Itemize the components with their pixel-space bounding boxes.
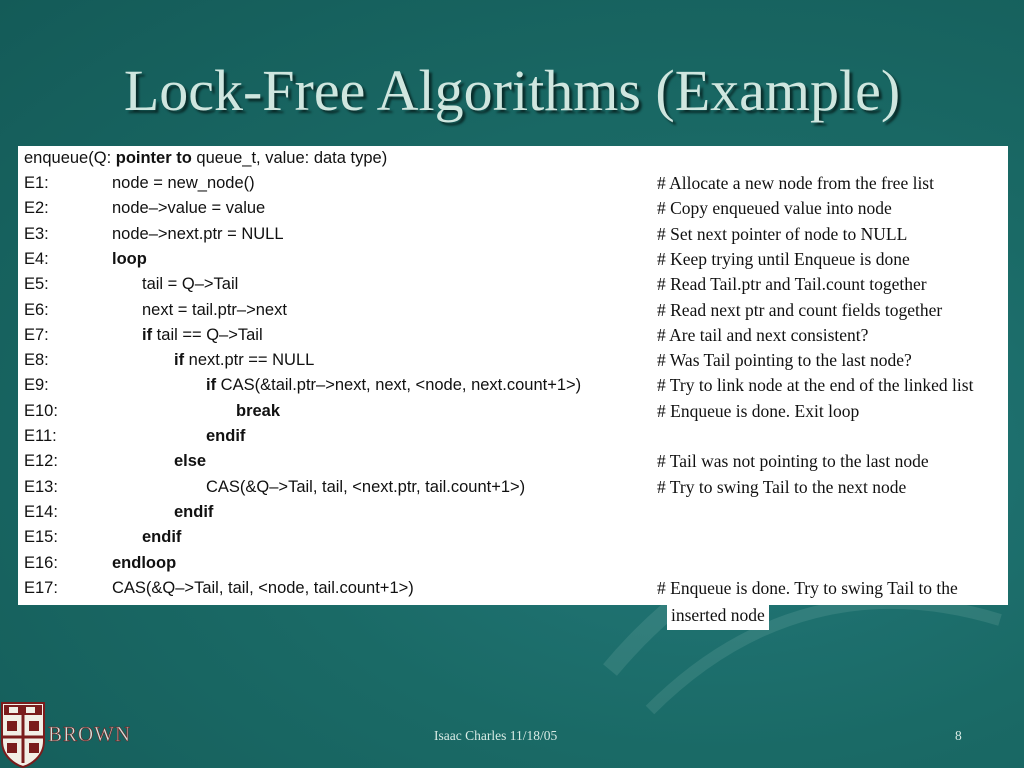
statement (206, 424, 245, 449)
code-line (24, 196, 1008, 221)
code-line (24, 348, 1008, 373)
keyword: if (174, 351, 185, 370)
statement-text: CAS(&tail.ptr–>next, next, <node, next.count+1>) (216, 376, 582, 395)
statement-text: tail = Q–>Tail (142, 275, 239, 294)
code-comment: # Was Tail pointing to the last node? (657, 350, 912, 371)
signature-params: queue_t, value: data type) (191, 149, 388, 167)
statement (142, 272, 238, 297)
code-line (24, 576, 1008, 601)
line-label: E7: (24, 325, 49, 344)
code-line (24, 247, 1008, 272)
statement (142, 525, 181, 550)
line-label: E10: (24, 401, 58, 420)
footer-author-date: Isaac Charles 11/18/05 (434, 728, 558, 743)
code-line (24, 298, 1008, 323)
code-comment: # Are tail and next consistent? (657, 324, 869, 345)
line-label: E11: (24, 427, 57, 445)
line-label: E8: (24, 351, 49, 370)
code-listing-panel (18, 146, 1008, 605)
comment-continuation: inserted node (667, 603, 769, 630)
keyword: if (206, 376, 217, 395)
statement-text: tail == Q–>Tail (152, 325, 263, 344)
line-label: E3: (24, 224, 49, 243)
statement (112, 247, 147, 272)
line-label: E16: (24, 553, 58, 572)
code-comment: # Try to link node at the end of the linked list (657, 375, 974, 396)
code-comment: # Enqueue is done. Exit loop (657, 400, 860, 421)
statement (112, 171, 255, 196)
keyword: if (142, 325, 153, 344)
code-comment: # Set next pointer of node to NULL (657, 223, 908, 244)
code-comment: # Keep trying until Enqueue is done (657, 248, 910, 269)
statement (112, 576, 414, 601)
statement (142, 323, 263, 348)
signature-prefix: enqueue(Q: (24, 149, 116, 167)
statement-text: node–>value = value (112, 199, 266, 218)
keyword: endif (142, 528, 182, 547)
code-line (24, 373, 1008, 398)
slide-number: 8 (955, 728, 962, 743)
code-line (24, 449, 1008, 474)
line-label: E4: (24, 249, 49, 268)
line-label: E5: (24, 275, 49, 294)
code-line (24, 500, 1008, 525)
code-comment: # Read next ptr and count fields together (657, 299, 943, 320)
code-comment: # Allocate a new node from the free list (657, 173, 934, 193)
code-line (24, 323, 1008, 348)
line-label: E12: (24, 452, 58, 471)
line-label: E15: (24, 528, 58, 547)
keyword: break (236, 401, 281, 420)
signature-keyword: pointer to (115, 149, 192, 167)
statement-text: node–>next.ptr = NULL (112, 224, 284, 243)
code-line (24, 171, 1008, 196)
keyword: loop (112, 249, 147, 268)
statement-text: next = tail.ptr–>next (142, 300, 287, 319)
statement (174, 449, 206, 474)
line-label: E9: (24, 376, 49, 395)
statement-text: next.ptr == NULL (184, 351, 315, 370)
statement (206, 475, 525, 500)
code-line (24, 551, 1008, 576)
statement-text: CAS(&Q–>Tail, tail, <next.ptr, tail.count+1>) (206, 477, 526, 496)
keyword: endif (206, 427, 246, 445)
statement (206, 373, 581, 398)
code-comment: # Tail was not pointing to the last node (657, 451, 929, 472)
line-label: E17: (24, 578, 58, 597)
code-comment: # Copy enqueued value into node (657, 198, 892, 219)
statement (112, 222, 284, 247)
statement-text: CAS(&Q–>Tail, tail, <node, tail.count+1>) (112, 578, 414, 597)
code-line (24, 222, 1008, 247)
statement (112, 551, 176, 576)
code-line (24, 424, 1008, 449)
code-comment: # Enqueue is done. Try to swing Tail to the (657, 577, 958, 598)
code-line (24, 475, 1008, 500)
slide-title: Lock-Free Algorithms (Example) (123, 58, 901, 123)
statement (236, 399, 280, 424)
line-label: E13: (24, 477, 58, 496)
brand-wordmark: BROWN (48, 722, 132, 746)
line-label: E1: (24, 174, 49, 192)
statement-text: node = new_node() (112, 174, 255, 192)
keyword: endif (174, 502, 214, 521)
statement (142, 298, 287, 323)
keyword: endloop (112, 553, 177, 572)
code-line (24, 525, 1008, 550)
keyword: else (174, 452, 207, 471)
statement (174, 500, 213, 525)
line-label: E14: (24, 502, 58, 521)
line-label: E6: (24, 300, 49, 319)
code-comment: # Try to swing Tail to the next node (657, 476, 907, 497)
line-label: E2: (24, 199, 49, 218)
code-line (24, 399, 1008, 424)
code-comment: # Read Tail.ptr and Tail.count together (657, 274, 927, 295)
statement (174, 348, 314, 373)
code-line (24, 272, 1008, 297)
statement (112, 196, 265, 221)
